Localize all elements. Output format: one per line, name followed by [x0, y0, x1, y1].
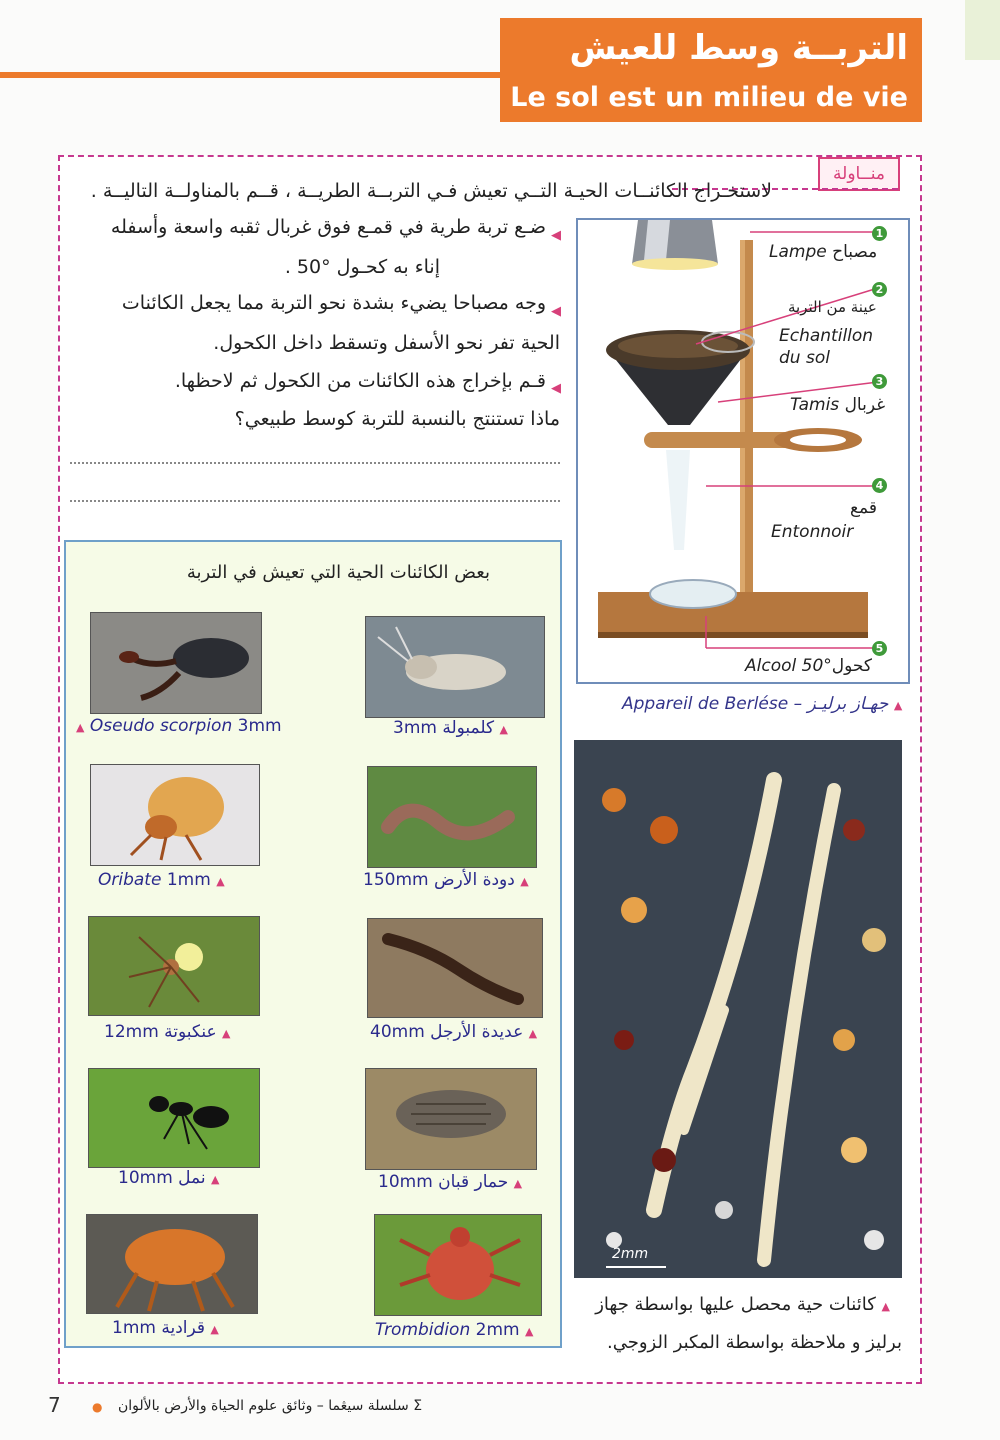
label-lampe-fr: Lampe — [769, 242, 827, 262]
caption-spider: 12mm عنكبوتة ▲ — [104, 1022, 231, 1042]
caption-oribate: Oribate 1mm ▲ — [98, 870, 225, 890]
step-1-cont: إناء به كحـول °50 . — [284, 256, 440, 278]
woodlouse-illustration — [366, 1069, 536, 1169]
label-tamis — [790, 395, 885, 415]
millipede-illustration — [368, 919, 542, 1017]
footer-series-title: Σ سلسلة سيڠما – وثائق علوم الحياة والأرض بالألوان — [118, 1398, 423, 1414]
page-title-arabic: التربــة وسط للعيش — [569, 28, 908, 68]
photo-tick — [86, 1214, 258, 1314]
caption-earthworm: 150mm دودة الأرض ▲ — [363, 870, 529, 890]
label-alcohol-fr: Alcool 50° — [745, 656, 832, 676]
bullet-2: ◀ — [551, 304, 561, 319]
label-lampe — [769, 242, 877, 262]
photo-woodlouse — [365, 1068, 537, 1170]
petri-dish — [650, 580, 736, 608]
answer-line-1[interactable] — [70, 462, 560, 464]
apparatus-caption: Appareil de Berlése – جهـاز برليـز ▲ — [622, 694, 903, 714]
label-alcohol-ar: كحول — [831, 656, 872, 676]
step-2: وجه مصباحا يضيء بشدة نحو التربة مما يجعل الكائنات — [121, 292, 546, 314]
drip-stream — [666, 450, 690, 550]
scale-label: 2mm — [612, 1246, 649, 1262]
photo-collembola — [365, 616, 545, 718]
caption-millipede: 40mm عديدة الأرجل ▲ — [370, 1022, 538, 1042]
label-lampe-ar: مصباح — [832, 242, 878, 262]
oribate-illustration — [91, 765, 259, 865]
organisms-title: بعض الكائنات الحية التي تعيش في التربة — [186, 562, 490, 583]
caption-pseudo-scorpion: ▲ Oseudo scorpion 3mm — [76, 716, 282, 736]
bigphoto-caption-line2: برليز و ملاحظة بواسطة المكبر الزوجي. — [607, 1332, 902, 1353]
organisms-collage-illustration — [574, 740, 902, 1278]
chapter-header — [0, 0, 1000, 122]
label-funnel-fr: Entonnoir — [771, 522, 854, 542]
label-num-2: 2 — [872, 282, 887, 297]
activity-tag: منــاولة — [818, 157, 900, 191]
question: ماذا تستنتج بالنسبة للتربة كوسط طبيعي؟ — [234, 408, 560, 430]
photo-pseudo-scorpion — [90, 612, 262, 714]
ant-illustration — [89, 1069, 259, 1167]
caption-collembola: 3mm كلمبولة ▲ — [393, 718, 508, 738]
page-title-french: Le sol est un milieu de vie — [510, 82, 908, 113]
page-number: 7 — [48, 1393, 61, 1417]
berlese-apparatus-drawing — [578, 220, 908, 682]
label-num-3: 3 — [872, 374, 887, 389]
photo-ant — [88, 1068, 260, 1168]
scale-bar — [606, 1266, 666, 1268]
caption-tick: 1mm قرادية ▲ — [112, 1318, 219, 1338]
caption-trombidion: Trombidion 2mm ▲ — [375, 1320, 534, 1340]
label-soil-fr-1: Echantillon — [779, 326, 874, 346]
label-alcohol — [745, 656, 872, 676]
lamp-highlight — [644, 220, 670, 260]
photo-millipede — [367, 918, 543, 1018]
answer-line-2[interactable] — [70, 500, 560, 502]
label-tamis-ar: غربال — [844, 395, 886, 415]
label-num-5: 5 — [872, 641, 887, 656]
photo-earthworm — [367, 766, 537, 868]
page-edge-decoration — [965, 0, 1000, 60]
label-funnel-ar: قمع — [850, 498, 878, 518]
footer-dot: ● — [92, 1400, 103, 1414]
apparatus-caption-text: Appareil de Berlése – جهـاز برليـز — [622, 694, 889, 714]
berlese-organisms-photo — [574, 740, 902, 1278]
trombidion-illustration — [375, 1215, 541, 1315]
photo-oribate — [90, 764, 260, 866]
activity-intro: لاستخـراج الكائنــات الحيـة التــي تعيش فـي التربــة الطريــة ، قــم بالمناولــة التاليــة . — [90, 180, 772, 202]
collembola-illustration — [366, 617, 544, 717]
step-3: قـم بإخراج هذه الكائنات من الكحول ثم لاحظها. — [174, 370, 546, 392]
label-tamis-fr: Tamis — [790, 395, 840, 415]
photo-spider — [88, 916, 260, 1016]
berlese-apparatus-figure — [576, 218, 910, 684]
lamp-bulb — [632, 258, 718, 270]
caption-ant: 10mm نمل ▲ — [118, 1168, 220, 1188]
bullet-1: ◀ — [551, 228, 561, 243]
bullet-3: ◀ — [551, 381, 561, 396]
label-num-1: 1 — [872, 226, 887, 241]
step-1: ضـع تربة طرية في قمـع فوق غربال ثقبه واسعة وأسفله — [110, 216, 546, 238]
pseudo-scorpion-illustration — [91, 613, 261, 713]
caption-woodlouse: 10mm حمار قبان ▲ — [378, 1172, 523, 1192]
step-2-cont: الحية تفر نحو الأسفل وتسقط داخل الكحول. — [213, 332, 560, 354]
label-num-4: 4 — [872, 478, 887, 493]
photo-trombidion — [374, 1214, 542, 1316]
tick-illustration — [87, 1215, 257, 1313]
earthworm-illustration — [368, 767, 536, 867]
label-soil-ar: عينة من التربة — [788, 298, 877, 316]
spider-illustration — [89, 917, 259, 1015]
bigphoto-caption-line1: ▲ كائنات حية محصل عليها بواسطة جهاز — [595, 1294, 890, 1315]
label-soil-fr-2: du sol — [779, 348, 830, 368]
